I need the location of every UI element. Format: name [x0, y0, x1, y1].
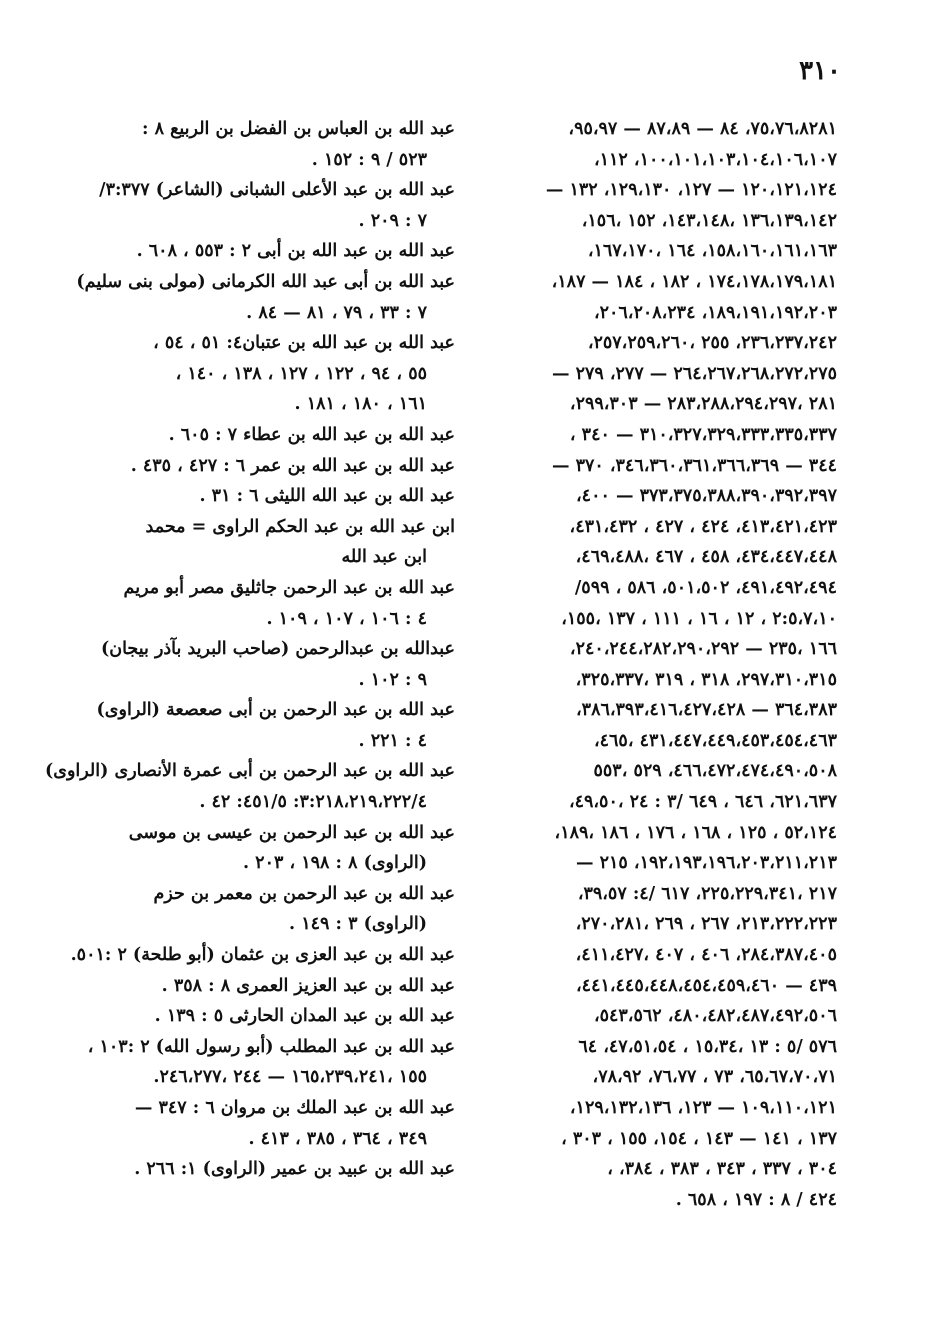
index-entry-continuation: ١٦١ ، ١٨٠ ، ١٨١ . — [294, 394, 427, 415]
index-entry-heading: عبد الله بن عبد الرحمن بن أبى عمرة الأنصارى (الراوى) — [44, 761, 455, 782]
index-entry — [75, 1001, 455, 1032]
index-reference-line: ٢:٥،٧،١٠ ، ١٢ ، ١٦ ، ١١١ ، ١٣٧ ،١٥٥، — [561, 608, 837, 629]
index-reference-line: ٢٨٤،٣٨٧،٤٠٥، ٤٠٦ ، ٤٠٧ ،٤١١،٤٢٧، — [575, 945, 837, 966]
index-entry-heading: عبد الله بن عبد الله بن عمر ٦ : ٤٢٧ ، ٤٣٥ . — [130, 455, 455, 476]
index-entry — [75, 236, 455, 267]
index-reference-line: ٥٧٦ /٥ : ١٣ ،١٥،٣٤ ، ٤٧،٥١،٥٤، ٦٤ — [578, 1036, 837, 1057]
index-entry-continuation: ٣:٢١٨،٢١٩،٢٢٢/٤: ٤٥١/٥: ٤٢ . — [199, 792, 427, 813]
index-reference-line: ١٨٩،١٩١،١٩٢،٢٠٣، ٢٠٦،٢٠٨،٢٣٤، — [593, 302, 837, 323]
index-entry — [75, 573, 455, 634]
index-entry — [75, 879, 455, 940]
index-entry-heading: عبد الله بن عبد المطلب (أبو رسول الله) ٢ :١٠٣ ، — [87, 1036, 455, 1057]
index-entry-heading: عبد الله بن عبد العزيز العمرى ٨ : ٣٥٨ . — [161, 975, 455, 996]
index-entry-continuation: ١٥٥ ،١٦٥،٢٣٩،٢٤١ — ٢٤٤ ،٢٤٦،٢٧٧. — [153, 1067, 427, 1088]
index-entry — [75, 818, 455, 879]
index-reference-line: ١٣٦،١٣٩،١٤٢ ،١٤٣،١٤٨، ١٥٢ ،١٥٦، — [581, 210, 837, 231]
index-reference-line: ٦٢١،٦٣٧، ٦٤٦ ، ٦٤٩ /٣ : ٢٤ ،٤٩،٥٠، — [568, 792, 837, 813]
index-entry-heading: عبد الله بن عبيد بن عمير (الراوى) ١: ٢٦٦ . — [134, 1159, 455, 1180]
index-entry-heading: عبد الله بن أبى عبد الله الكرمانى (مولى بنى سليم) — [76, 271, 455, 292]
index-entry-continuation: ٧ : ٢٠٩ . — [358, 210, 427, 231]
index-reference-line: ٢٨١ ،٢٨٣،٢٨٨،٢٩٤،٢٩٧ — ٢٩٩،٣٠٣، — [569, 394, 837, 415]
index-entry-heading: عبد الله بن عبد الأعلى الشبانى (الشاعر) ٣:٣٧٧/ — [99, 180, 455, 201]
index-entry — [75, 634, 455, 695]
index-reference-line: ١٦٦ ،٢٣٥ — ٢٤٠،٢٤٤،٢٨٢،٢٩٠،٢٩٢، — [569, 639, 837, 660]
index-reference-line: ٣٦٤،٣٨٣ — ٣٨٦،٣٩٣،٤١٦،٤٢٧،٤٢٨، — [576, 700, 837, 721]
index-entry — [75, 114, 455, 175]
index-reference-line: ٤٣٤،٤٤٧،٤٤٨، ٤٥٨ ، ٤٦٧ ،٤٦٩،٤٨٨، — [575, 547, 837, 568]
index-entry-continuation: ٣٤٩ ، ٣٦٤ ، ٣٨٥ ، ٤١٣ . — [248, 1128, 427, 1149]
index-entry — [75, 512, 455, 573]
index-reference-line: ٤٣٩ — ٤٤١،٤٤٥،٤٤٨،٤٥٤،٤٥٩،٤٦٠، — [576, 975, 837, 996]
index-reference-line: ١٠٠،١٠١،١٠٣،١٠٤،١٠٦،١٠٧، ١١٢، — [593, 149, 837, 170]
index-entry-heading: عبد الله بن عبد الله بن عطاء ٧ : ٦٠٥ . — [168, 424, 455, 445]
index-entry-continuation: (الراوى) ٣ : ١٤٩ . — [289, 914, 427, 935]
index-reference-line: ١٧٤،١٧٨،١٧٩،١٨١ ، ١٨٢ ، ١٨٤ — ١٨٧، — [551, 271, 837, 292]
index-entry-heading: عبدالله بن عبدالرحمن (صاحب البريد بآذر بيجان) — [100, 639, 455, 660]
index-entry-continuation: (الراوى) ٨ : ١٩٨ ، ٢٠٣ . — [242, 853, 427, 874]
index-entry-heading: عبد الله بن العباس بن الفضل بن الربيع ٨ : — [142, 119, 455, 139]
index-entry — [70, 940, 455, 971]
index-entry — [44, 756, 455, 817]
index-entry-heading: عبد الله بن عبد المدان الحارثى ٥ : ١٣٩ . — [154, 1006, 455, 1027]
index-reference-line: ٤٢٤ / ٨ : ١٩٧ ، ٦٥٨ . — [675, 1189, 837, 1210]
index-entry-continuation: ٤ : ٢٢١ . — [358, 730, 427, 751]
index-entry-heading: عبد الله بن عبد الرحمن بن معمر بن حزم — [153, 883, 455, 904]
index-reference-line: ٣٠٤ ، ٣٣٧ ، ٣٤٣ ، ٣٨٣ ، ٣٨٤، ، — [607, 1159, 837, 1180]
index-reference-line: ٢٦٤،٢٦٧،٢٦٨،٢٧٢،٢٧٥ — ٢٧٧، ٢٧٩ — — [551, 363, 837, 384]
index-reference-line: ٢٩٧،٣١٠،٣١٥، ٣١٨ ، ٣١٩ ،٣٢٥،٣٣٧، — [575, 669, 837, 690]
index-reference-line: ٢١٧ ،٢٢٥،٢٢٩،٣٤١، ٦١٧ /٤: ٣٩،٥٧، — [577, 883, 837, 904]
index-entry — [75, 1154, 455, 1185]
index-reference-line: ٣٤٤ — ٣٤٦،٣٦٠،٣٦١،٣٦٦،٣٦٩، ٣٧٠ — — [551, 455, 837, 476]
index-entry-heading: عبد الله بن عبد العزى بن عثمان (أبو طلحة) ٢ :٥٠١. — [70, 945, 455, 966]
index-entry-heading: عبد الله بن عبد الله بن عتبان٤: ٥١ ، ٥٤ ، — [153, 333, 455, 354]
index-entry — [75, 328, 455, 420]
right-column-index-continuation — [492, 114, 837, 1215]
index-entry-continuation: ٤ : ١٠٦ ، ١٠٧ ، ١٠٩ . — [266, 608, 427, 629]
index-reference-line: ٤٩١،٤٩٢،٤٩٤، ٥٠١،٥٠٢، ٥٨٦ ، ٥٩٩/ — [574, 577, 837, 598]
index-reference-line: ٥٢،١٢٤ ، ١٢٥ ، ١٦٨ ، ١٧٦ ، ١٨٦ ،١٨٩، — [554, 822, 837, 843]
index-entry — [75, 1032, 455, 1093]
index-reference-line: ٣١٠،٣٢٧،٣٢٩،٣٣٣،٣٣٥،٣٣٧ — ٣٤٠ ، — [569, 424, 837, 445]
index-reference-line: ٤٣١،٤٤٧،٤٤٩،٤٥٣،٤٥٤،٤٦٣ ،٤٦٥، — [593, 730, 837, 751]
index-reference-line: ٧٥،٧٦،٨٢٨١، ٨٤ — ٨٧،٨٩ — ٩٥،٩٧، — [568, 119, 837, 139]
index-entry-heading: عبد الله بن عبد الله الليثى ٦ : ٣١ . — [199, 486, 455, 507]
index-reference-line: ١٥٨،١٦٠،١٦١،١٦٣، ١٦٤ ،١٦٧،١٧٠، — [587, 241, 837, 262]
index-entry-continuation: ابن عبد الله — [341, 547, 427, 568]
index-reference-line: ٤٦٦،٤٧٢،٤٧٤،٤٩٠،٥٠٨، ٥٢٩ ،٥٥٣ — [593, 761, 837, 782]
index-reference-line: ٣٧٣،٣٧٥،٣٨٨،٣٩٠،٣٩٢،٣٩٧ — ٤٠٠، — [576, 486, 837, 507]
index-entry — [75, 420, 455, 451]
index-entry — [75, 695, 455, 756]
index-entry-continuation: ٩ : ١٠٢ . — [358, 669, 427, 690]
index-entry — [75, 175, 455, 236]
index-entry-heading: عبد الله بن عبد الرحمن بن أبى صعصعة (الراوى) — [96, 700, 455, 721]
index-reference-line: ٢٣٦،٢٣٧،٢٤٢، ٢٥٥ ،٢٥٧،٢٥٩،٢٦٠، — [587, 333, 837, 354]
index-entry — [75, 481, 455, 512]
index-reference-line: ٤١٣،٤٢١،٤٢٣، ٤٢٤ ، ٤٢٧ ، ٤٣١،٤٣٢، — [569, 516, 837, 537]
index-entry — [75, 971, 455, 1002]
index-entry-heading: عبد الله بن عبد الملك بن مروان ٦ : ٣٤٧ — — [134, 1098, 455, 1118]
index-reference-line: ١٣٧ ، ١٤١ — ١٤٣ ، ١٥٤، ١٥٥ ، ٣٠٣ ، — [561, 1128, 837, 1149]
page-number: ٣١٠ — [799, 56, 841, 86]
index-reference-line: ١٩٢،١٩٣،١٩٦،٢٠٣،٢١١،٢١٣، ٢١٥ — — [576, 853, 837, 874]
index-entry — [75, 1093, 455, 1154]
index-entry-continuation: ٧ : ٣٣ ، ٧٩ ، ٨١ — ٨٤ . — [246, 302, 427, 323]
index-reference-line: ١٠٩،١١٠،١٢١ — ١٢٣، ١٢٩،١٣٢،١٣٦، — [569, 1098, 837, 1118]
index-entry-continuation: ٥٥ ، ٩٤ ، ١٢٢ ، ١٢٧ ، ١٣٨ ، ١٤٠ ، — [175, 363, 427, 384]
index-entry-heading: ابن عبد الله بن عبد الحكم الراوى = محمد — [145, 516, 455, 537]
index-entry — [75, 451, 455, 482]
index-entry-continuation: ٥٢٣ / ٩ : ١٥٢ . — [311, 149, 427, 170]
left-column-index-entries — [44, 114, 455, 1185]
index-entry-heading: عبد الله بن عبد الله بن أبى ٢ : ٥٥٣ ، ٦٠٨ . — [136, 241, 455, 262]
index-entry-heading: عبد الله بن عبد الرحمن بن عيسى بن موسى — [128, 822, 455, 843]
index-entry — [75, 267, 455, 328]
index-reference-line: ١٢٠،١٢١،١٢٤ — ١٢٧، ١٢٩،١٣٠، ١٣٢ — — [545, 180, 837, 201]
index-reference-line: ٦٥،٦٧،٧٠،٧١، ٧٣ ، ٧٦،٧٧، ٧٨،٩٢، — [592, 1067, 837, 1088]
index-reference-line: ٤٨٠،٤٨٢،٤٨٧،٤٩٢،٥٠٦، ٥٤٣،٥٦٢، — [593, 1006, 837, 1027]
index-reference-line: ٢١٣،٢٢٢،٢٢٣، ٢٦٧ ، ٢٦٩ ،٢٧٠،٢٨١، — [575, 914, 837, 935]
index-entry-heading: عبد الله بن عبد الرحمن جاثليق مصر أبو مريم — [123, 577, 455, 598]
